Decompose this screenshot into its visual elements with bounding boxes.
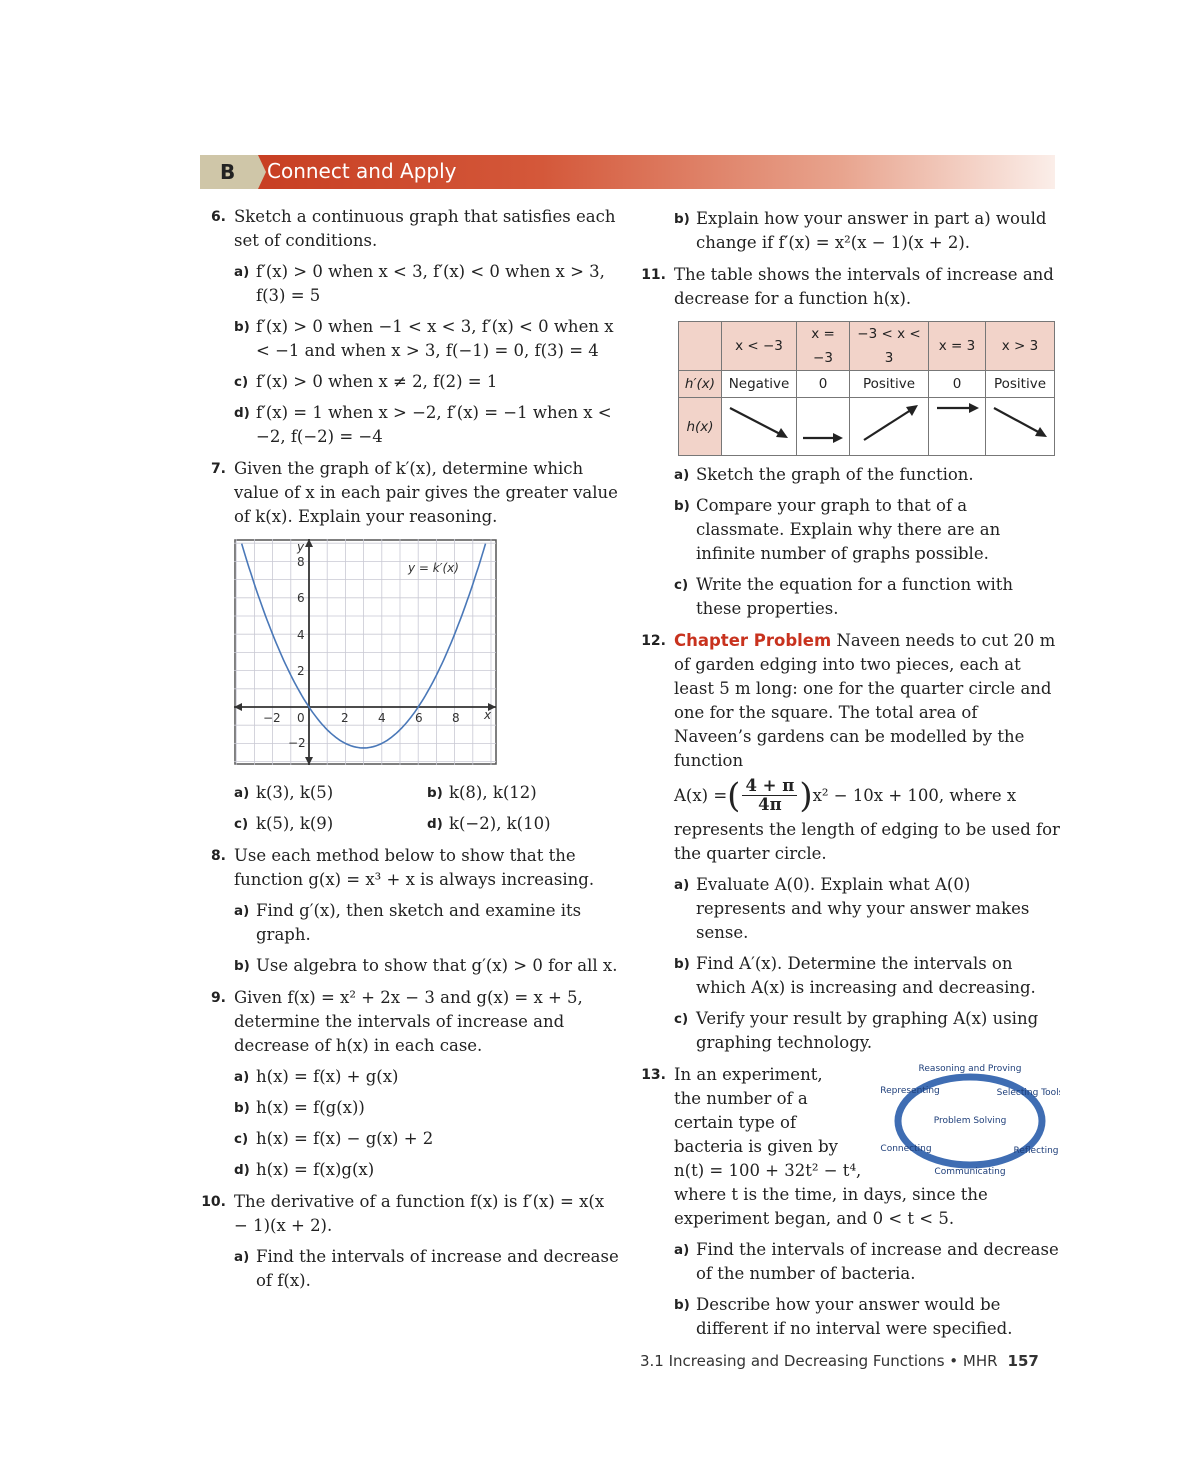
part-label: c) bbox=[234, 1131, 249, 1147]
part-label: a) bbox=[234, 264, 250, 280]
y-tick-label: −2 bbox=[288, 736, 306, 750]
part-b bbox=[674, 952, 1060, 1000]
table-corner-cell bbox=[679, 322, 722, 371]
part-label: b) bbox=[427, 785, 443, 801]
part-text: h(x) = f(x) − g(x) + 2 bbox=[256, 1129, 434, 1148]
page-number: 157 bbox=[1007, 1352, 1039, 1370]
question-9 bbox=[200, 986, 620, 1182]
wheel-label: Communicating bbox=[934, 1167, 1006, 1177]
y-tick-label: 6 bbox=[297, 591, 305, 605]
table-header-cell: x > 3 bbox=[986, 322, 1055, 371]
question-number: 11. bbox=[641, 267, 666, 283]
wheel-label: Representing bbox=[880, 1086, 940, 1096]
table-row-label: h′(x) bbox=[679, 371, 722, 398]
part-label: b) bbox=[234, 1100, 250, 1116]
x-tick-label: −2 bbox=[263, 711, 281, 725]
question-10-continued bbox=[640, 207, 1060, 255]
question-12 bbox=[640, 629, 1060, 1055]
section-letter: B bbox=[220, 160, 236, 184]
part-text: h(x) = f(x) + g(x) bbox=[256, 1067, 399, 1086]
question-body: Naveen needs to cut 20 m of garden edging into two pieces, each at least 5 m long: one for the quarter circle and one for the square. The total area of Naveen’s gardens can be modelled by the function bbox=[674, 631, 1056, 770]
fraction-denominator: 4π bbox=[758, 795, 782, 814]
question-number: 13. bbox=[641, 1067, 666, 1083]
part-c bbox=[234, 370, 620, 394]
wheel-label: Reasoning and Proving bbox=[918, 1064, 1022, 1074]
table-cell bbox=[850, 398, 929, 456]
table-cell: 0 bbox=[797, 371, 850, 398]
part-c bbox=[234, 812, 427, 836]
table-header-cell: x = 3 bbox=[929, 322, 986, 371]
part-label: a) bbox=[234, 1069, 250, 1085]
part-label: a) bbox=[674, 467, 690, 483]
question-line: certain type of bbox=[674, 1113, 797, 1132]
table-row-label: h(x) bbox=[679, 398, 722, 456]
part-text: Find A′(x). Determine the intervals on which A(x) is increasing and decreasing. bbox=[696, 954, 1036, 997]
arrow-down-right-icon bbox=[726, 400, 792, 446]
part-label: d) bbox=[427, 816, 443, 832]
part-label: a) bbox=[234, 785, 250, 801]
part-text: Verify your result by graphing A(x) using graphing technology. bbox=[696, 1009, 1039, 1052]
right-paren-icon: ) bbox=[799, 775, 813, 816]
fraction-numerator: 4 + π bbox=[742, 777, 797, 796]
question-text: Given the graph of k′(x), determine which value of x in each pair gives the greater value of k(x). Explain your reasoning. bbox=[234, 459, 618, 526]
part-label: c) bbox=[674, 1011, 689, 1027]
page-footer bbox=[640, 1352, 1039, 1370]
part-label: c) bbox=[234, 816, 249, 832]
part-label: b) bbox=[674, 498, 690, 514]
arrow-up-right-icon bbox=[854, 400, 924, 446]
y-tick-label: 4 bbox=[297, 628, 305, 642]
part-text: f′(x) = 1 when x > −2, f′(x) = −1 when x < −2, f(−2) = −4 bbox=[256, 403, 612, 446]
question-number: 8. bbox=[210, 848, 226, 864]
part-text: k(−2), k(10) bbox=[449, 814, 551, 833]
equation-fraction bbox=[742, 777, 797, 814]
right-column bbox=[640, 207, 1060, 1349]
question-text: Sketch a continuous graph that satisfies each set of conditions. bbox=[234, 207, 616, 250]
part-label: b) bbox=[234, 319, 250, 335]
part-text: Evaluate A(0). Explain what A(0) represents and why your answer makes sense. bbox=[696, 875, 1030, 942]
equation-rest: x² − 10x + 100, where x bbox=[812, 785, 1017, 805]
arrow-down-right-icon bbox=[990, 400, 1050, 446]
part-b bbox=[427, 781, 620, 805]
part-text: h(x) = f(g(x)) bbox=[256, 1098, 365, 1117]
part-a bbox=[674, 463, 1060, 487]
question-number: 9. bbox=[210, 990, 226, 1006]
question-number: 6. bbox=[210, 209, 226, 225]
question-text: Given f(x) = x² + 2x − 3 and g(x) = x + 5, determine the intervals of increase and decrease of h(x) in each case. bbox=[234, 988, 583, 1055]
table-row bbox=[679, 371, 1055, 398]
wheel-label: Problem Solving bbox=[933, 1116, 1007, 1126]
part-label: b) bbox=[674, 956, 690, 972]
table-cell: Positive bbox=[850, 371, 929, 398]
part-label: a) bbox=[234, 1249, 250, 1265]
section-notch bbox=[258, 155, 266, 189]
part-b bbox=[674, 494, 1060, 566]
left-paren-icon: ( bbox=[727, 775, 741, 816]
question-text bbox=[674, 629, 1060, 773]
part-label: c) bbox=[234, 374, 249, 390]
part-a bbox=[674, 1238, 1060, 1286]
part-text: f′(x) > 0 when −1 < x < 3, f′(x) < 0 when x < −1 and when x > 3, f(−1) = 0, f(3) = 4 bbox=[256, 317, 614, 360]
question-10 bbox=[200, 1190, 620, 1293]
part-text: Sketch the graph of the function. bbox=[696, 465, 974, 484]
x-tick-label: 4 bbox=[378, 711, 386, 725]
intervals-table bbox=[678, 321, 1055, 456]
part-text: Use algebra to show that g′(x) > 0 for all x. bbox=[256, 956, 618, 975]
part-b bbox=[234, 1096, 620, 1120]
part-label: d) bbox=[234, 405, 250, 421]
parts-row-2 bbox=[234, 812, 620, 836]
wheel-label: Connecting bbox=[880, 1144, 932, 1154]
question-number: 12. bbox=[641, 633, 666, 649]
x-tick-label: 0 bbox=[297, 711, 305, 725]
part-b bbox=[674, 1293, 1060, 1341]
section-banner bbox=[200, 155, 1055, 189]
part-text: f′(x) > 0 when x ≠ 2, f(2) = 1 bbox=[256, 372, 498, 391]
process-wheel-icon bbox=[880, 1063, 1060, 1179]
part-label: b) bbox=[234, 958, 250, 974]
part-label: a) bbox=[674, 1242, 690, 1258]
table-header-cell: −3 < x < 3 bbox=[850, 322, 929, 371]
part-d bbox=[234, 1158, 620, 1182]
part-b bbox=[234, 315, 620, 363]
table-cell bbox=[986, 398, 1055, 456]
question-text: The derivative of a function f(x) is f′(x) = x(x − 1)(x + 2). bbox=[234, 1192, 605, 1235]
derivative-graph bbox=[234, 539, 620, 774]
section-title: Connect and Apply bbox=[267, 159, 457, 183]
part-text: k(5), k(9) bbox=[256, 814, 334, 833]
part-text: k(3), k(5) bbox=[256, 783, 334, 802]
table-header-cell: x < −3 bbox=[722, 322, 797, 371]
question-text: The table shows the intervals of increase and decrease for a function h(x). bbox=[674, 265, 1054, 308]
arrow-right-icon bbox=[801, 400, 845, 446]
wheel-label: Reflecting bbox=[1013, 1146, 1059, 1156]
question-number: 10. bbox=[201, 1194, 226, 1210]
part-d bbox=[234, 401, 620, 449]
x-tick-label: 2 bbox=[341, 711, 349, 725]
question-text: where t is the time, in days, since the experiment began, and 0 < t < 5. bbox=[674, 1185, 988, 1228]
part-text: k(8), k(12) bbox=[449, 783, 537, 802]
part-text: Find the intervals of increase and decrease of f(x). bbox=[256, 1247, 619, 1290]
part-text: Find g′(x), then sketch and examine its graph. bbox=[256, 901, 582, 944]
table-row bbox=[679, 398, 1055, 456]
part-text: f′(x) > 0 when x < 3, f′(x) < 0 when x > 3, f(3) = 5 bbox=[256, 262, 605, 305]
part-a bbox=[234, 1065, 620, 1089]
y-axis-label: y bbox=[297, 540, 305, 554]
question-line: n(t) = 100 + 32t² − t⁴, bbox=[674, 1161, 862, 1180]
wheel-label: Selecting Tools bbox=[996, 1088, 1060, 1098]
question-7 bbox=[200, 457, 620, 836]
graph-svg bbox=[234, 539, 498, 767]
x-tick-label: 6 bbox=[415, 711, 423, 725]
part-d bbox=[427, 812, 620, 836]
curve-label: y = k′(x) bbox=[408, 561, 459, 575]
part-label: a) bbox=[234, 903, 250, 919]
table-cell: 0 bbox=[929, 371, 986, 398]
part-text: Explain how your answer in part a) would change if f′(x) = x²(x − 1)(x + 2). bbox=[696, 209, 1047, 252]
question-6 bbox=[200, 205, 620, 449]
part-text: Describe how your answer would be different if no interval were specified. bbox=[696, 1295, 1013, 1338]
x-tick-label: 8 bbox=[452, 711, 460, 725]
table-cell bbox=[797, 398, 850, 456]
table-header-cell: x = −3 bbox=[797, 322, 850, 371]
x-axis-label: x bbox=[484, 708, 492, 722]
part-b bbox=[674, 207, 1060, 255]
part-label: b) bbox=[674, 211, 690, 227]
part-a bbox=[234, 260, 620, 308]
part-c bbox=[674, 573, 1060, 621]
equation-lhs: A(x) = bbox=[674, 785, 728, 805]
table-header-row bbox=[679, 322, 1055, 371]
part-label: d) bbox=[234, 1162, 250, 1178]
part-text: Compare your graph to that of a classmate. Explain why there are an infinite number of graphs possible. bbox=[696, 496, 1001, 563]
part-text: h(x) = f(x)g(x) bbox=[256, 1160, 375, 1179]
left-column bbox=[200, 205, 620, 1301]
part-label: b) bbox=[674, 1297, 690, 1313]
part-c bbox=[234, 1127, 620, 1151]
question-number: 7. bbox=[210, 461, 226, 477]
chapter-problem-title: Chapter Problem bbox=[674, 631, 832, 650]
question-line: the number of a bbox=[674, 1089, 808, 1108]
table-cell bbox=[929, 398, 986, 456]
area-equation bbox=[674, 777, 1060, 814]
y-tick-label: 8 bbox=[297, 555, 305, 569]
part-label: c) bbox=[674, 577, 689, 593]
part-label: a) bbox=[674, 877, 690, 893]
parts-row-1 bbox=[234, 781, 620, 805]
question-text: Use each method below to show that the function g(x) = x³ + x is always increasing. bbox=[234, 846, 595, 889]
part-a bbox=[234, 899, 620, 947]
question-text-continued: represents the length of edging to be used for the quarter circle. bbox=[674, 820, 1060, 863]
part-a bbox=[234, 781, 427, 805]
arrow-right-icon bbox=[933, 400, 981, 446]
part-c bbox=[674, 1007, 1060, 1055]
table-cell: Positive bbox=[986, 371, 1055, 398]
part-a bbox=[234, 1245, 620, 1293]
table-cell: Negative bbox=[722, 371, 797, 398]
process-wheel bbox=[880, 1063, 1060, 1186]
question-8 bbox=[200, 844, 620, 978]
part-a bbox=[674, 873, 1060, 945]
question-line: In an experiment, bbox=[674, 1065, 823, 1084]
part-b bbox=[234, 954, 620, 978]
table-cell bbox=[722, 398, 797, 456]
footer-text: 3.1 Increasing and Decreasing Functions • MHR bbox=[640, 1352, 998, 1370]
part-text: Find the intervals of increase and decrease of the number of bacteria. bbox=[696, 1240, 1059, 1283]
question-line: bacteria is given by bbox=[674, 1137, 838, 1156]
part-text: Write the equation for a function with these properties. bbox=[696, 575, 1014, 618]
question-13 bbox=[640, 1063, 1060, 1341]
y-tick-label: 2 bbox=[297, 664, 305, 678]
question-11 bbox=[640, 263, 1060, 621]
